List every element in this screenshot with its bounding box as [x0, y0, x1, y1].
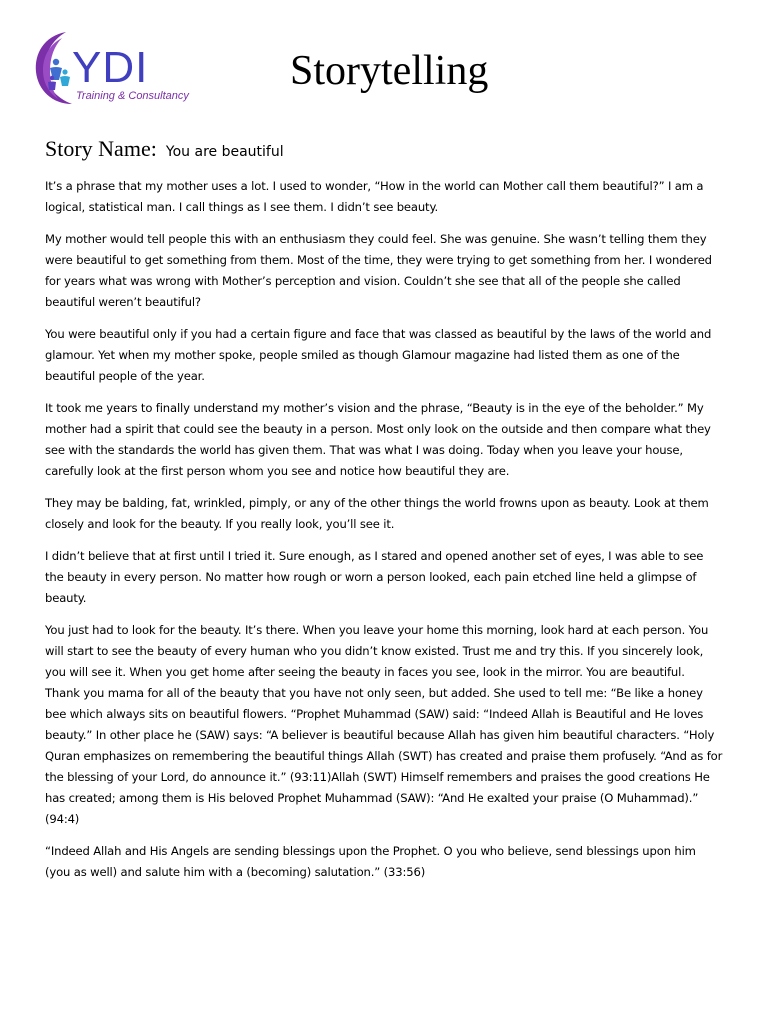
- paragraph: You just had to look for the beauty. It’s there. When you leave your home this morning, look hard at each person. You will start to see the beauty of every human who you didn’t know existed. Trust me and try this. If you sincerely look, you will see it. When you get home after seeing the beauty in faces you see, look in the mirror. You are beautiful. Thank you mama for all of the beauty that you have not only seen, but added. She used to tell me: “Be like a honey bee which always sits on beautiful flowers. “Prophet Muhammad (SAW) said: “Indeed Allah is Beautiful and He loves beauty.” In other place he (SAW) says: “A believer is beautiful because Allah has given him beautiful characters. “Holy Quran emphasizes on remembering the beautiful things Allah (SWT) has created and praise them profusely. “And as for the blessing of your Lord, do announce it.” (93:11)Allah (SWT) Himself remembers and praises the good creations He has created; among them is His beloved Prophet Muhammad (SAW): “And He exalted your praise (O Muhammad).” (94:4): [45, 623, 723, 826]
- paragraph: My mother would tell people this with an enthusiasm they could feel. She was genuine. She wasn’t telling them they were beautiful to get something from them. Most of the time, they were trying to get something from her. I wondered for years what was wrong with Mother’s perception and vision. Couldn’t she see that all of the people she called beautiful weren’t beautiful?: [45, 232, 712, 309]
- story-body: [45, 176, 723, 894]
- paragraph: It took me years to finally understand my mother’s vision and the phrase, “Beauty is in the eye of the beholder.” My mother had a spirit that could see the beauty in a person. Most only look on the outside and then compare what they see with the standards the world has given them. That was what I was doing. Today when you leave your house, carefully look at the first person whom you see and notice how beautiful they are.: [45, 401, 711, 478]
- paragraph: They may be balding, fat, wrinkled, pimply, or any of the other things the world frowns upon as beauty. Look at them closely and look for the beauty. If you really look, you’ll see it.: [45, 496, 709, 531]
- logo-wordmark: YDI: [72, 43, 149, 92]
- paragraph: It’s a phrase that my mother uses a lot. I used to wonder, “How in the world can Mother call them beautiful?” I am a logical, statistical man. I call things as I see them. I didn’t see beauty.: [45, 179, 704, 214]
- ydi-logo: [32, 28, 189, 108]
- logo-tagline: Training & Consultancy: [76, 90, 189, 102]
- page-title: Storytelling: [290, 48, 489, 94]
- story-name-value: You are beautiful: [165, 144, 284, 160]
- story-name-line: [45, 136, 284, 162]
- paragraph: “Indeed Allah and His Angels are sending blessings upon the Prophet. O you who believe, send blessings upon him (you as well) and salute him with a (becoming) salutation.” (33:56): [45, 844, 696, 879]
- paragraph: I didn’t believe that at first until I tried it. Sure enough, as I stared and opened another set of eyes, I was able to see the beauty in every person. No matter how rough or worn a person looked, each pain etched line held a glimpse of beauty.: [45, 549, 704, 605]
- paragraph: You were beautiful only if you had a certain figure and face that was classed as beautiful by the laws of the world and glamour. Yet when my mother spoke, people smiled as though Glamour magazine had listed them as one of the beautiful people of the year.: [45, 327, 712, 383]
- story-name-label: Story Name:: [45, 136, 157, 161]
